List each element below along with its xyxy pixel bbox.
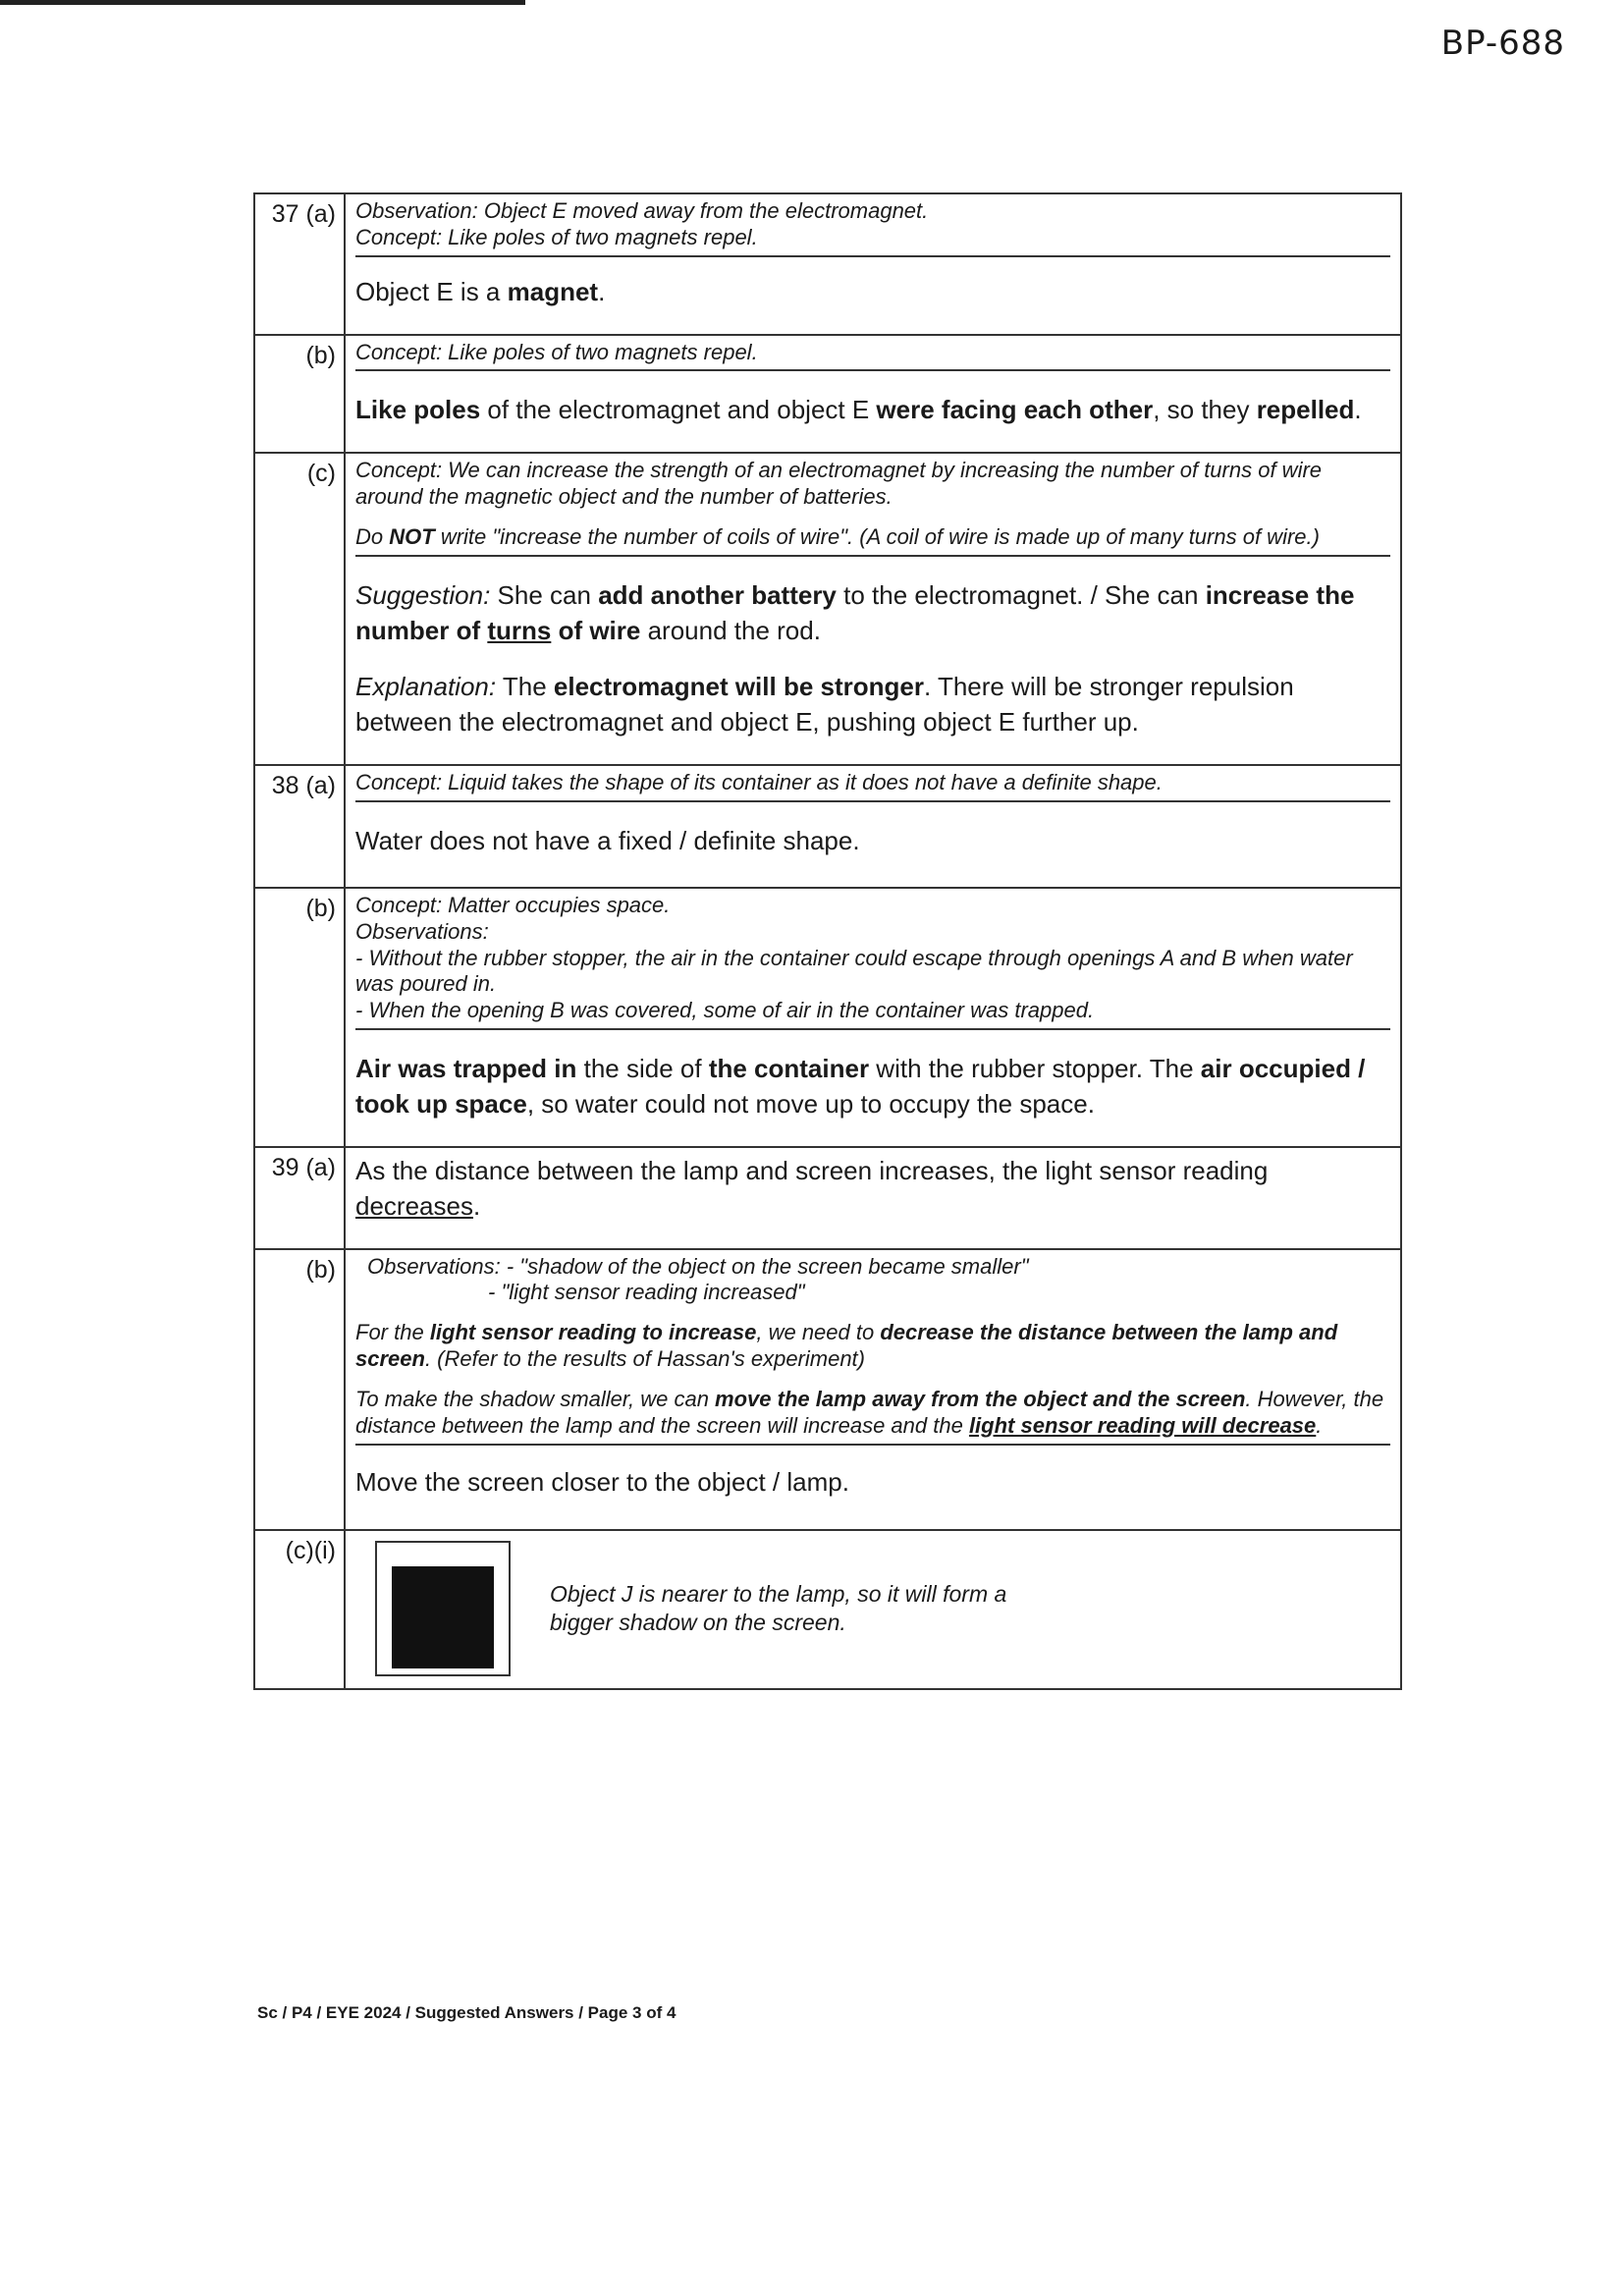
answer-cell [345, 1249, 1401, 1531]
concept-block [355, 458, 1390, 556]
concept-text: Concept: We can increase the strength of an electromagnet by increasing the number of turns of wire around the magnetic object and the number of batteries. [355, 458, 1323, 510]
answer-text: Move the screen closer to the object / lamp. [355, 1466, 849, 1497]
reasoning-keyword: move the lamp away from the object and the screen [715, 1386, 1246, 1411]
warning-part: write "increase the number of coils of wire". (A coil of wire is made up of many turns of wire.) [434, 523, 1320, 549]
answer-keyword-underlined: turns [487, 615, 552, 645]
question-number: (c)(i) [254, 1530, 345, 1689]
question-number: 38 (a) [254, 765, 345, 888]
reasoning-part: For the [355, 1320, 430, 1345]
row-37c [254, 453, 1401, 765]
answer-part: . [1354, 395, 1362, 425]
answer-keyword: Like poles [355, 395, 481, 425]
answer-text [355, 371, 1390, 448]
explanation-text [355, 670, 1390, 740]
reasoning-keyword-underlined: light sensor reading will decrease [968, 1412, 1317, 1438]
top-scan-rule [0, 0, 525, 5]
answer-part: The [496, 672, 554, 702]
answer-table [253, 192, 1402, 1690]
row-37b [254, 335, 1401, 454]
answer-keyword: increase the number of [355, 579, 1355, 645]
answer-part: . There will be stronger repulsion between the electromagnet and object E, pushing object E further up. [355, 672, 1294, 738]
observation-item: - "light sensor reading increased" [488, 1280, 805, 1305]
warning-text [355, 524, 1390, 551]
answer-part: the side of [576, 1054, 709, 1084]
screen-frame [375, 1541, 511, 1676]
answer-cell [345, 1147, 1401, 1249]
row-39ci [254, 1530, 1401, 1689]
answer-keyword: electromagnet will be stronger [553, 672, 924, 702]
answer-keyword: air occupied / took up space [355, 1054, 1366, 1119]
reasoning-part: To make the shadow smaller, we can [355, 1386, 716, 1411]
diagram-note: Object J is nearer to the lamp, so it will form a bigger shadow on the screen. [550, 1580, 1007, 1636]
reasoning-text [355, 1320, 1390, 1373]
answer-part: of the electromagnet and object E [480, 395, 877, 425]
observation-item: Observations: - "shadow of the object on the screen became smaller" [367, 1253, 1029, 1279]
answer-cell [345, 765, 1401, 888]
reasoning-part: . However, the distance between the lamp and the screen will increase and the [355, 1386, 1384, 1438]
answer-part: She can [490, 579, 599, 610]
answer-keyword: Air was trapped in [355, 1054, 577, 1084]
answer-keyword: the container [708, 1054, 870, 1084]
answer-keyword: of wire [551, 615, 641, 645]
answer-part: , so they [1153, 395, 1257, 425]
row-37a [254, 193, 1401, 335]
concept-text: Concept: Matter occupies space. [355, 892, 671, 917]
answer-cell [345, 1530, 1401, 1689]
answer-cell [345, 193, 1401, 335]
warning-part: Do [355, 523, 390, 549]
answer-part: As the distance between the lamp and screen increases, the light sensor reading [355, 1155, 1269, 1185]
observation-item: - Without the rubber stopper, the air in the container could escape through openings A and B when water was poured in. [355, 945, 1353, 997]
concept-block [355, 198, 1390, 257]
answer-cell [345, 453, 1401, 765]
answer-part: to the electromagnet. / She can [836, 579, 1206, 610]
row-39a [254, 1147, 1401, 1249]
reasoning-part: . (Refer to the results of Hassan's experiment) [424, 1346, 865, 1372]
answer-text: Water does not have a fixed / definite shape. [355, 826, 860, 856]
warning-keyword: NOT [389, 523, 435, 549]
answer-part: Object E is a [355, 276, 508, 306]
answer-part: , so water could not move up to occupy the space. [526, 1088, 1095, 1119]
reasoning-keyword: light sensor reading to increase [429, 1320, 757, 1345]
answer-keyword-underlined: decreases [355, 1190, 473, 1221]
question-number: 37 (a) [254, 193, 345, 335]
question-number: (b) [254, 335, 345, 454]
answer-keyword: add another battery [598, 579, 837, 610]
question-number: (c) [254, 453, 345, 765]
page-code: BP-688 [1440, 24, 1565, 63]
answer-block [355, 557, 1390, 761]
reasoning-part: . [1316, 1412, 1323, 1438]
answer-part: . [472, 1190, 481, 1221]
explanation-label: Explanation: [355, 672, 497, 702]
row-38a [254, 765, 1401, 888]
concept-block [355, 893, 1390, 1030]
answer-cell [345, 888, 1401, 1147]
concept-block [355, 1254, 1390, 1446]
concept-text: Concept: Liquid takes the shape of its container as it does not have a definite shape. [355, 770, 1390, 802]
row-38b [254, 888, 1401, 1147]
reasoning-keyword: decrease the distance between the lamp and screen [355, 1320, 1338, 1372]
observation-item: - When the opening B was covered, some of air in the container was trapped. [355, 998, 1095, 1023]
answer-part: around the rod. [640, 615, 821, 645]
shadow-shape [392, 1566, 494, 1668]
page-footer: Sc / P4 / EYE 2024 / Suggested Answers / Page 3 of 4 [257, 2003, 677, 2022]
suggestion-text [355, 578, 1390, 649]
reasoning-part: , we need to [756, 1320, 881, 1345]
answer-cell [345, 335, 1401, 454]
answer-text [355, 1030, 1390, 1142]
observation-text: Observation: Object E moved away from the electromagnet. [355, 198, 929, 223]
answer-keyword: were facing each other [876, 395, 1154, 425]
reasoning-text [355, 1387, 1390, 1440]
concept-text: Concept: Like poles of two magnets repel. [355, 340, 1390, 372]
question-number: (b) [254, 1249, 345, 1531]
question-number: (b) [254, 888, 345, 1147]
answer-keyword: repelled [1256, 395, 1355, 425]
suggestion-label: Suggestion: [355, 579, 491, 610]
observations-label: Observations: [355, 918, 489, 944]
concept-text: Concept: Like poles of two magnets repel. [355, 224, 758, 249]
answer-part: . [598, 276, 606, 306]
shadow-diagram [355, 1535, 1390, 1684]
answer-text [355, 1152, 1390, 1244]
answer-keyword: magnet [507, 276, 599, 306]
row-39b [254, 1249, 1401, 1531]
question-number: 39 (a) [254, 1147, 345, 1249]
answer-part: with the rubber stopper. The [869, 1054, 1201, 1084]
answer-text [355, 257, 1390, 330]
